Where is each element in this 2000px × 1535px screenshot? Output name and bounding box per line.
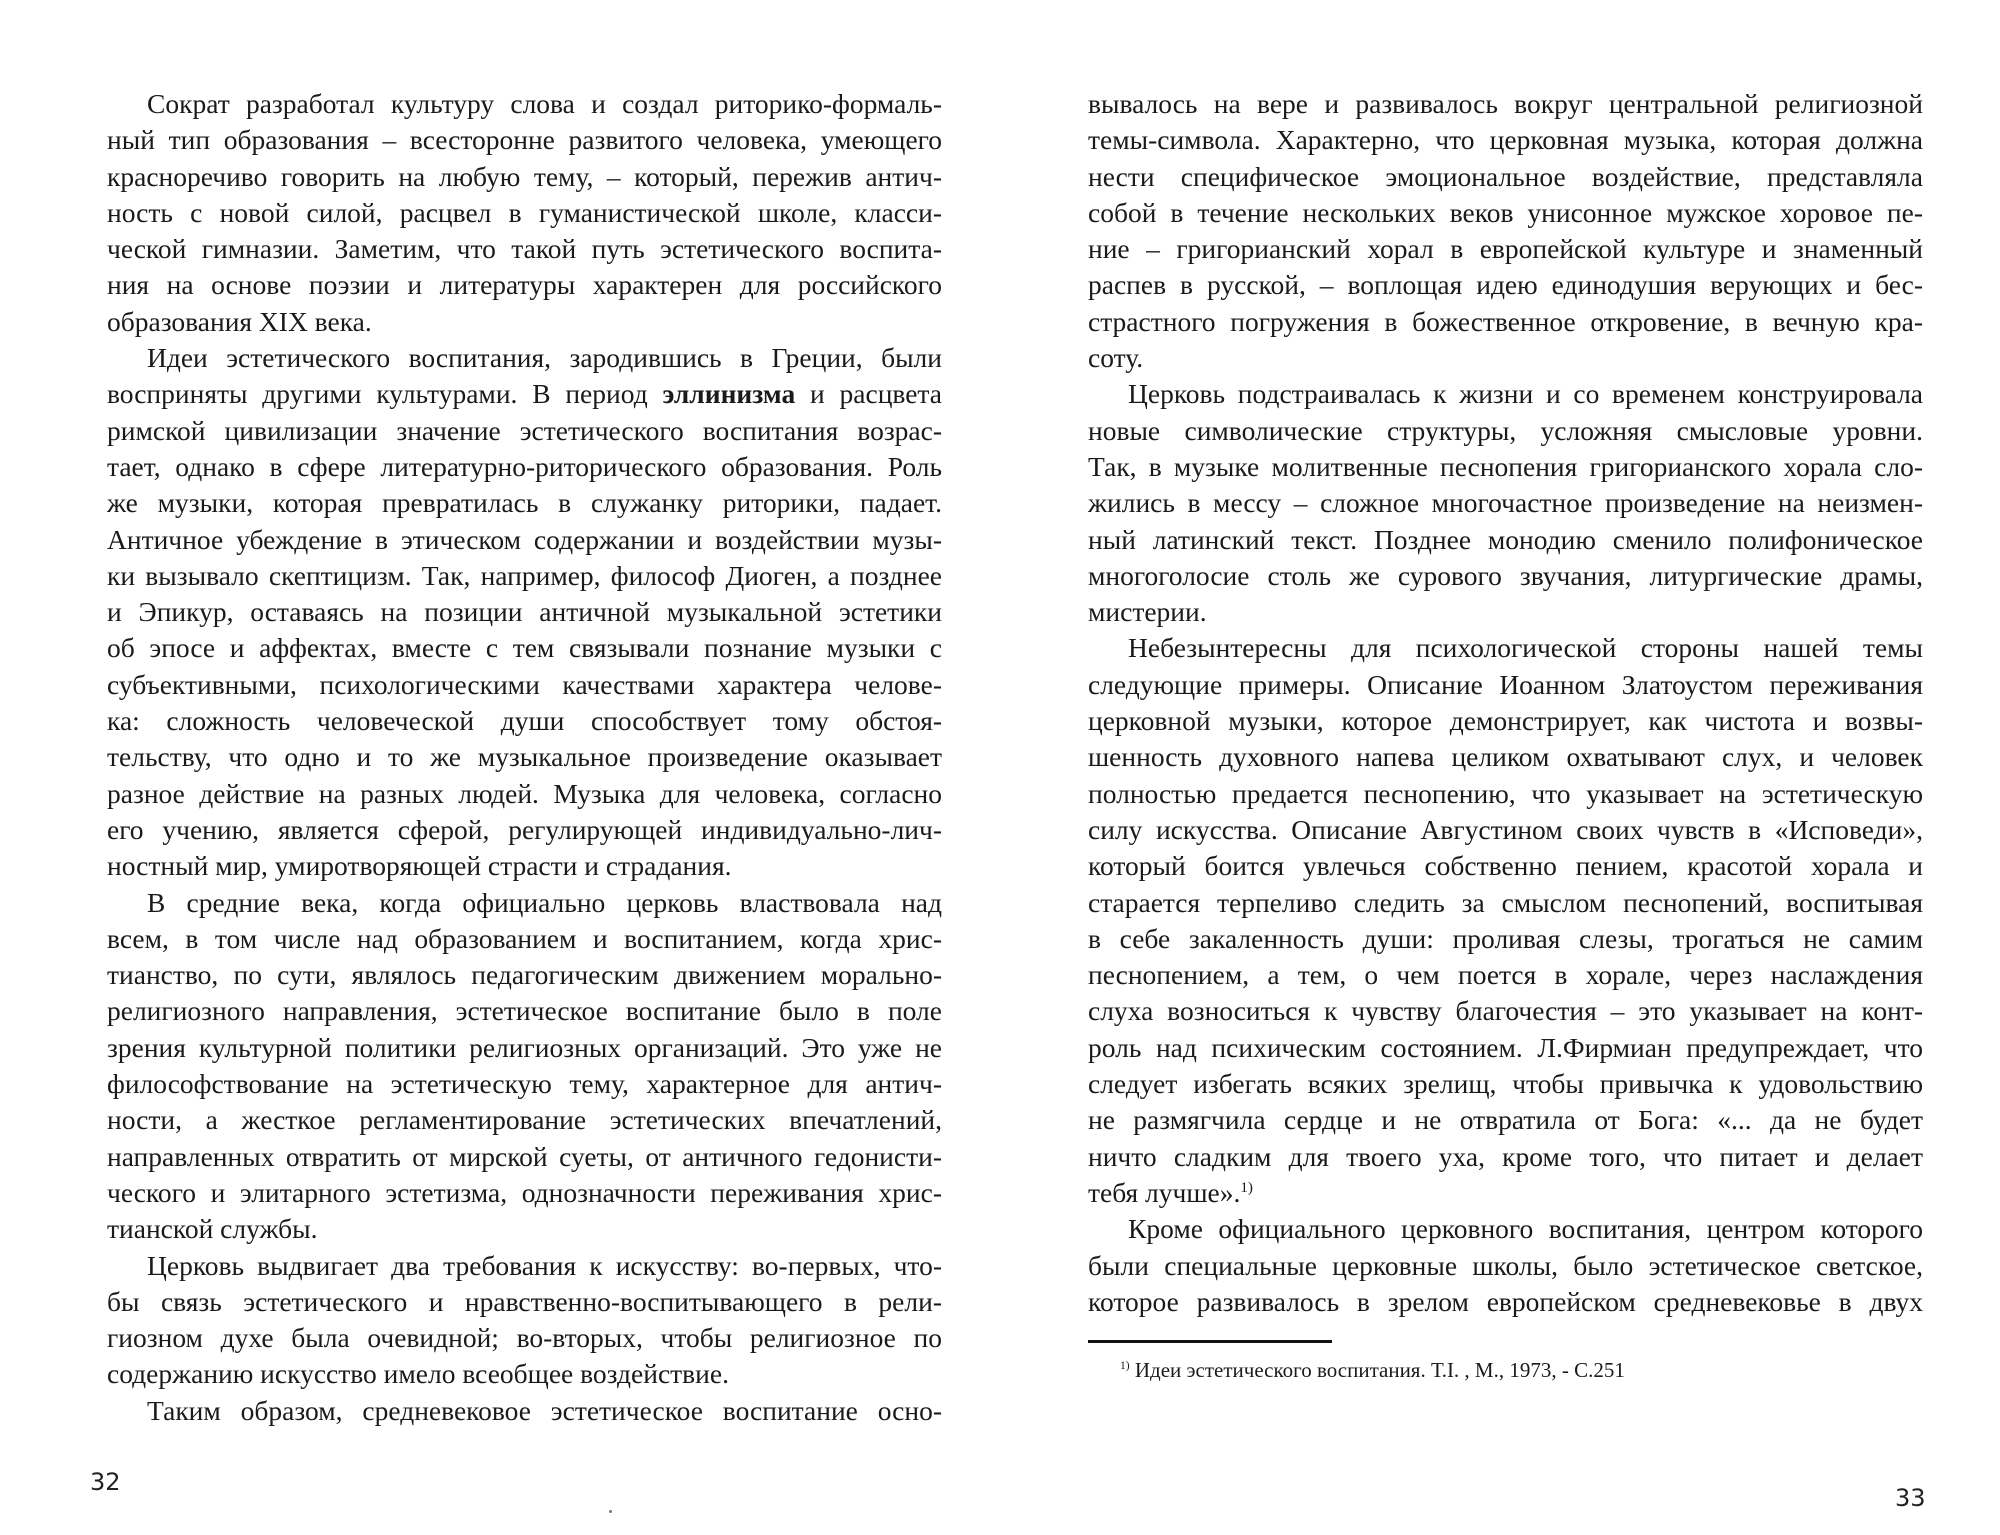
line-text: следует избегать всяких зрелищ, чтобы привычка к удовольствию xyxy=(1088,1068,1923,1100)
line-text: Церковь выдвигает два требования к искусству: во-первых, что- xyxy=(147,1249,942,1281)
text-line xyxy=(1088,1139,1923,1175)
page-number-right: 33 xyxy=(1895,1484,1926,1512)
text-line xyxy=(1088,1211,1923,1247)
line-text: Так, в музыке молитвенные песнопения григорианского хорала сло- xyxy=(1088,450,1923,482)
footnote-text: Идеи эстетического воспитания. Т.I. , М., 1973, - С.251 xyxy=(1129,1358,1625,1382)
text-line xyxy=(1088,449,1923,485)
line-text: не размягчила сердце и не отвратила от Бога: «... да не будет xyxy=(1088,1104,1923,1136)
line-text: распев в русской, – воплощая идею единодушия верующих и бес- xyxy=(1088,269,1923,301)
line-text: мистерии. xyxy=(1088,596,1207,628)
footnote-rule xyxy=(1088,1340,1332,1343)
line-text: ный латинский текст. Позднее монодию сменило полифоническое xyxy=(1088,523,1923,555)
line-text: которое развивалось в зрелом европейском средневековье в двух xyxy=(1088,1285,1923,1317)
line-text: следующие примеры. Описание Иоанном Златоустом переживания xyxy=(1088,668,1923,700)
text-line xyxy=(1088,739,1923,775)
line-text: темы-символа. Характерно, что церковная музыка, которая должна xyxy=(1088,124,1923,156)
line-text: Небезынтересны для психологической стороны нашей темы xyxy=(1128,632,1923,664)
line-text: тианской службы. xyxy=(107,1213,318,1245)
line-text: новые символические структуры, усложняя смысловые уровни. xyxy=(1088,414,1923,446)
text-line xyxy=(107,1066,942,1102)
line-text: нести специфическое эмоциональное воздействие, представляла xyxy=(1088,160,1923,192)
text-line xyxy=(107,449,942,485)
line-text: всем, в том числе над образованием и воспитанием, когда хрис- xyxy=(107,922,942,954)
text-line xyxy=(1088,1175,1923,1211)
line-text: тает, однако в сфере литературно-риторического образования. Роль xyxy=(107,450,942,482)
line-text: Сократ разработал культуру слова и создал риторико-формаль- xyxy=(147,88,942,119)
text-line xyxy=(107,1102,942,1138)
text-line xyxy=(1088,1248,1923,1284)
line-text: ничто сладким для твоего уха, кроме того, что питает и делает xyxy=(1088,1140,1923,1172)
line-text: религиозного направления, эстетическое воспитание было в поле xyxy=(107,995,942,1027)
line-text: старается терпеливо следить за смыслом песнопений, воспитывая xyxy=(1088,886,1923,918)
text-line xyxy=(1088,1102,1923,1138)
text-line xyxy=(1088,86,1923,122)
line-text: в себе закаленность души: проливая слезы, трогаться не самим xyxy=(1088,922,1923,954)
text-line xyxy=(107,848,942,884)
line-text: образования XIX века. xyxy=(107,305,372,337)
text-line xyxy=(107,267,942,303)
line-text: полностью предается песнопению, что указывает на эстетическую xyxy=(1088,777,1923,809)
bold-term: эллинизма xyxy=(662,378,796,410)
line-text: Античное убеждение в этическом содержании и воздействии музы- xyxy=(107,523,942,555)
line-text: жились в мессу – сложное многочастное произведение на неизмен- xyxy=(1088,487,1923,519)
line-text: соту. xyxy=(1088,342,1144,374)
line-text: разное действие на разных людей. Музыка для человека, согласно xyxy=(107,777,942,809)
text-line xyxy=(1088,413,1923,449)
text-line xyxy=(107,485,942,521)
text-line xyxy=(1088,1030,1923,1066)
text-line xyxy=(107,1139,942,1175)
line-text: Церковь подстраивалась к жизни и со временем конструировала xyxy=(1128,378,1923,410)
line-text: ки вызывало скептицизм. Так, например, философ Диоген, а позднее xyxy=(107,559,942,591)
text-line xyxy=(1088,267,1923,303)
line-text: слуха возноситься к чувству благочестия – это указывает на конт- xyxy=(1088,995,1923,1027)
line-text: песнопением, а тем, о чем поется в хорале, через наслаждения xyxy=(1088,959,1923,991)
text-line xyxy=(107,522,942,558)
line-text: субъективными, психологическими качествами характера челове- xyxy=(107,668,942,700)
text-line xyxy=(1088,195,1923,231)
text-line xyxy=(107,993,942,1029)
line-text: вывалось на вере и развивалось вокруг центральной религиозной xyxy=(1088,88,1923,119)
text-line xyxy=(1088,885,1923,921)
line-text: который боится увлечься собственно пением, красотой хорала и xyxy=(1088,850,1923,882)
line-text: тельству, что одно и то же музыкальное произведение оказывает xyxy=(107,741,942,773)
line-text: церковной музыки, которое демонстрирует, как чистота и возвы- xyxy=(1088,705,1923,737)
line-text: и Эпикур, оставаясь на позиции античной музыкальной эстетики xyxy=(107,596,942,628)
line-text: Идеи эстетического воспитания, зародившись в Греции, были xyxy=(147,342,942,374)
text-line xyxy=(107,630,942,666)
line-text: ностный мир, умиротворяющей страсти и страдания. xyxy=(107,850,732,882)
text-line xyxy=(107,413,942,449)
text-line xyxy=(107,231,942,267)
text-line xyxy=(1088,776,1923,812)
text-line xyxy=(1088,1066,1923,1102)
footnote-marker: 1) xyxy=(1120,1360,1130,1372)
line-text: ние – григорианский хорал в европейской культуре и знаменный xyxy=(1088,233,1923,265)
line-text: силу искусства. Описание Августином своих чувств в «Исповеди», xyxy=(1088,813,1923,845)
line-text: и расцвета xyxy=(795,378,942,410)
text-line xyxy=(107,195,942,231)
line-text: ческого и элитарного эстетизма, однозначности переживания хрис- xyxy=(107,1176,942,1208)
line-text: восприняты другими культурами. В период xyxy=(107,378,663,410)
line-text: роль над психическим состоянием. Л.Фирмиан предупреждает, что xyxy=(1088,1031,1923,1063)
text-line xyxy=(107,885,942,921)
line-text: страстного погружения в божественное откровение, в вечную кра- xyxy=(1088,305,1923,337)
text-line xyxy=(107,667,942,703)
line-text: зрения культурной политики религиозных организаций. Это уже не xyxy=(107,1031,942,1063)
line-text: содержанию искусство имело всеобщее воздействие. xyxy=(107,1358,729,1390)
right-page xyxy=(1000,0,2000,1535)
text-line xyxy=(107,376,942,412)
line-text: же музыки, которая превратилась в служанку риторики, падает. xyxy=(107,487,942,519)
text-line xyxy=(1088,1284,1923,1320)
line-text: римской цивилизации значение эстетического воспитания возрас- xyxy=(107,414,942,446)
text-line xyxy=(107,812,942,848)
text-line xyxy=(107,340,942,376)
text-line xyxy=(107,122,942,158)
line-text: бы связь эстетического и нравственно-воспитывающего в рели- xyxy=(107,1285,942,1317)
text-line xyxy=(107,1393,942,1429)
text-line xyxy=(1088,993,1923,1029)
text-line xyxy=(1088,667,1923,703)
line-text: шенность духовного напева целиком охватывают слух, и человек xyxy=(1088,741,1923,773)
text-line xyxy=(107,739,942,775)
text-line xyxy=(1088,122,1923,158)
line-text: философствование на эстетическую тему, характерное для антич- xyxy=(107,1068,942,1100)
text-line xyxy=(107,776,942,812)
line-text: красноречиво говорить на любую тему, – который, пережив антич- xyxy=(107,160,942,192)
line-text: ность с новой силой, расцвел в гуманистической школе, класси- xyxy=(107,196,942,228)
text-line xyxy=(107,1248,942,1284)
text-line xyxy=(107,1211,942,1247)
text-line xyxy=(1088,957,1923,993)
footnote-reference: 1) xyxy=(1240,1179,1253,1196)
text-line xyxy=(1088,630,1923,666)
line-text: Таким образом, средневековое эстетическое воспитание осно- xyxy=(147,1394,942,1426)
text-line xyxy=(1088,812,1923,848)
text-line xyxy=(107,703,942,739)
text-line xyxy=(1088,231,1923,267)
text-line xyxy=(107,1320,942,1356)
text-line xyxy=(1088,848,1923,884)
text-line xyxy=(107,86,942,122)
text-line xyxy=(107,594,942,630)
footnote xyxy=(1120,1358,1625,1383)
line-text: Кроме официального церковного воспитания, центром которого xyxy=(1128,1213,1923,1245)
line-text: ния на основе поэзии и литературы характерен для российского xyxy=(107,269,942,301)
text-line xyxy=(1088,703,1923,739)
text-line xyxy=(1088,485,1923,521)
text-line xyxy=(1088,522,1923,558)
text-line xyxy=(1088,594,1923,630)
text-line xyxy=(107,558,942,594)
text-line xyxy=(107,957,942,993)
text-line xyxy=(107,1284,942,1320)
line-text: направленных отвратить от мирской суеты, от античного гедонисти- xyxy=(107,1140,942,1172)
line-text: многоголосие столь же сурового звучания, литургические драмы, xyxy=(1088,559,1923,591)
text-line xyxy=(1088,558,1923,594)
line-text: тианство, по сути, являлось педагогическим движением морально- xyxy=(107,959,942,991)
line-text: гиозном духе была очевидной; во-вторых, чтобы религиозное по xyxy=(107,1322,942,1354)
page-number-left: 32 xyxy=(90,1468,121,1496)
line-text: ный тип образования – всесторонне развитого человека, умеющего xyxy=(107,124,942,156)
text-line xyxy=(1088,376,1923,412)
text-line xyxy=(1088,159,1923,195)
line-text: В средние века, когда официально церковь властвовала над xyxy=(147,886,942,918)
paper-speck xyxy=(609,1510,612,1513)
text-line xyxy=(107,921,942,957)
right-page-text xyxy=(1088,86,1923,1320)
line-text: его учению, является сферой, регулирующей индивидуально-лич- xyxy=(107,813,942,845)
text-line xyxy=(107,1175,942,1211)
line-text: ческой гимназии. Заметим, что такой путь эстетического воспита- xyxy=(107,233,942,265)
text-line xyxy=(107,159,942,195)
left-page-text xyxy=(107,86,942,1429)
line-text: ности, а жесткое регламентирование эстетических впечатлений, xyxy=(107,1104,942,1136)
line-text: тебя лучше». xyxy=(1088,1176,1241,1208)
text-line xyxy=(107,1030,942,1066)
line-text: собой в течение нескольких веков унисонное мужское хоровое пе- xyxy=(1088,196,1923,228)
text-line xyxy=(107,1356,942,1392)
text-line xyxy=(1088,921,1923,957)
line-text: были специальные церковные школы, было эстетическое светское, xyxy=(1088,1249,1923,1281)
line-text: об эпосе и аффектах, вместе с тем связывали познание музыки с xyxy=(107,632,942,664)
text-line xyxy=(1088,340,1923,376)
line-text: ка: сложность человеческой души способствует тому обстоя- xyxy=(107,705,942,737)
text-line xyxy=(1088,304,1923,340)
text-line xyxy=(107,304,942,340)
